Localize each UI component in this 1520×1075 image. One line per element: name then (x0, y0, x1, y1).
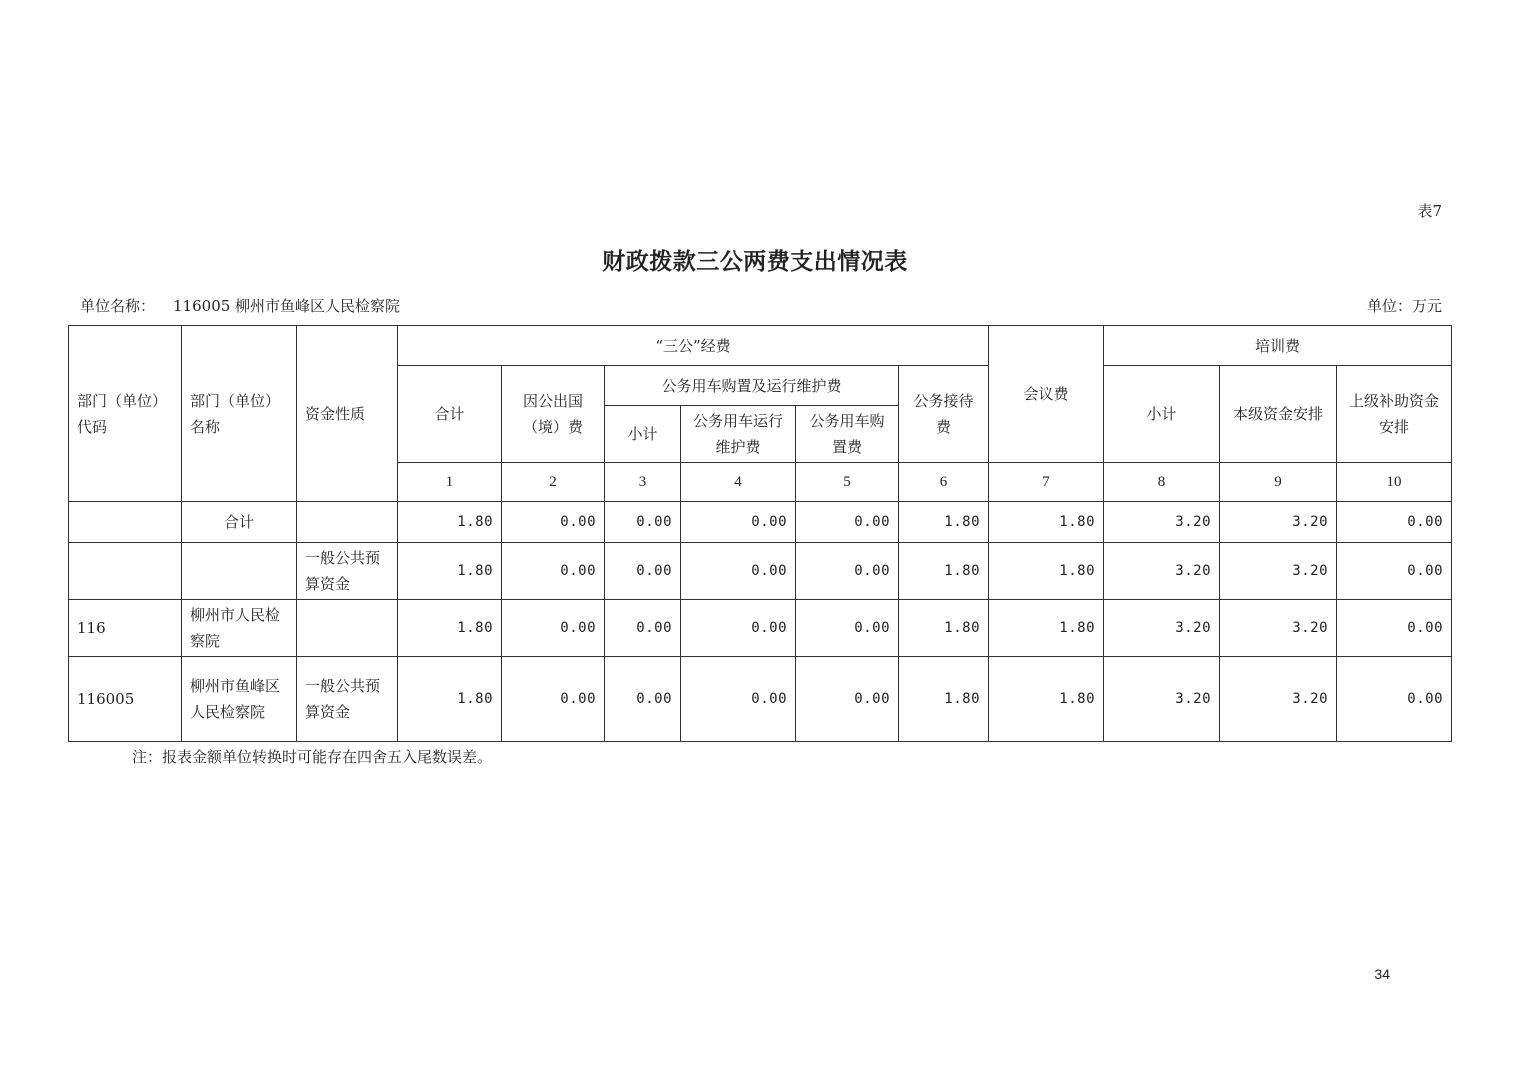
seq-cell: 6 (899, 463, 989, 502)
page-number: 34 (1374, 966, 1390, 982)
seq-cell: 2 (502, 463, 605, 502)
row-code: 116005 (69, 657, 182, 742)
value-cell: 0.00 (681, 543, 796, 600)
footnote: 注：报表金额单位转换时可能存在四舍五入尾数误差。 (132, 748, 493, 766)
header-sangong: “三公”经费 (398, 326, 989, 366)
row-name (182, 543, 297, 600)
value-cell: 0.00 (502, 600, 605, 657)
unit-name-value: 116005 柳州市鱼峰区人民检察院 (173, 297, 401, 315)
header-training: 培训费 (1104, 326, 1452, 366)
value-cell: 0.00 (605, 600, 681, 657)
header-abroad: 因公出国（境）费 (502, 366, 605, 463)
value-cell: 0.00 (681, 600, 796, 657)
unit-name-label: 单位名称： (80, 297, 156, 315)
value-cell: 1.80 (398, 502, 502, 543)
value-cell: 3.20 (1104, 657, 1220, 742)
header-meeting: 会议费 (989, 326, 1104, 463)
table-row (69, 657, 1452, 742)
value-cell: 0.00 (605, 657, 681, 742)
table-row (69, 543, 1452, 600)
header-training-subtotal: 小计 (1104, 366, 1220, 463)
value-cell: 0.00 (502, 502, 605, 543)
value-cell: 1.80 (899, 657, 989, 742)
row-code: 116 (69, 600, 182, 657)
value-cell: 1.80 (398, 600, 502, 657)
header-reception: 公务接待费 (899, 366, 989, 463)
report-title: 财政拨款三公两费支出情况表 (602, 248, 908, 275)
expenditure-table (68, 325, 1452, 742)
value-cell: 1.80 (398, 657, 502, 742)
value-cell: 3.20 (1220, 600, 1337, 657)
value-cell: 0.00 (796, 502, 899, 543)
value-cell: 0.00 (796, 543, 899, 600)
table-number: 表7 (1417, 202, 1442, 220)
seq-cell: 3 (605, 463, 681, 502)
row-fund: 一般公共预算资金 (297, 657, 398, 742)
row-code (69, 543, 182, 600)
value-cell: 3.20 (1104, 543, 1220, 600)
row-fund: 一般公共预算资金 (297, 543, 398, 600)
value-cell: 0.00 (796, 600, 899, 657)
value-cell: 1.80 (899, 502, 989, 543)
value-cell: 1.80 (899, 543, 989, 600)
value-cell: 0.00 (1337, 502, 1452, 543)
table-row (69, 502, 1452, 543)
header-vehicle-buy: 公务用车购置费 (796, 406, 899, 463)
header-fund-nature: 资金性质 (297, 326, 398, 502)
value-cell: 1.80 (899, 600, 989, 657)
header-vehicle: 公务用车购置及运行维护费 (605, 366, 899, 406)
header-dept-name: 部门（单位）名称 (182, 326, 297, 502)
value-cell: 3.20 (1220, 543, 1337, 600)
seq-cell: 8 (1104, 463, 1220, 502)
unit-name (80, 295, 400, 316)
row-fund (297, 502, 398, 543)
seq-cell: 7 (989, 463, 1104, 502)
value-cell: 1.80 (989, 657, 1104, 742)
row-name: 合计 (182, 502, 297, 543)
seq-cell: 4 (681, 463, 796, 502)
row-name: 柳州市鱼峰区人民检察院 (182, 657, 297, 742)
seq-cell: 10 (1337, 463, 1452, 502)
value-cell: 3.20 (1104, 502, 1220, 543)
header-vehicle-run: 公务用车运行维护费 (681, 406, 796, 463)
currency-unit: 单位：万元 (1366, 297, 1442, 315)
seq-cell: 1 (398, 463, 502, 502)
header-training-local: 本级资金安排 (1220, 366, 1337, 463)
value-cell: 3.20 (1220, 657, 1337, 742)
value-cell: 0.00 (605, 543, 681, 600)
value-cell: 0.00 (1337, 543, 1452, 600)
value-cell: 0.00 (681, 502, 796, 543)
value-cell: 0.00 (502, 543, 605, 600)
value-cell: 0.00 (681, 657, 796, 742)
seq-cell: 9 (1220, 463, 1337, 502)
value-cell: 0.00 (796, 657, 899, 742)
seq-cell: 5 (796, 463, 899, 502)
header-heji: 合计 (398, 366, 502, 463)
value-cell: 3.20 (1104, 600, 1220, 657)
header-dept-code: 部门（单位）代码 (69, 326, 182, 502)
table-row (69, 600, 1452, 657)
row-name: 柳州市人民检察院 (182, 600, 297, 657)
header-training-upper: 上级补助资金安排 (1337, 366, 1452, 463)
value-cell: 1.80 (989, 543, 1104, 600)
header-vehicle-subtotal: 小计 (605, 406, 681, 463)
row-code (69, 502, 182, 543)
value-cell: 3.20 (1220, 502, 1337, 543)
value-cell: 1.80 (398, 543, 502, 600)
value-cell: 0.00 (605, 502, 681, 543)
value-cell: 1.80 (989, 502, 1104, 543)
row-fund (297, 600, 398, 657)
value-cell: 0.00 (1337, 600, 1452, 657)
value-cell: 0.00 (1337, 657, 1452, 742)
value-cell: 1.80 (989, 600, 1104, 657)
value-cell: 0.00 (502, 657, 605, 742)
